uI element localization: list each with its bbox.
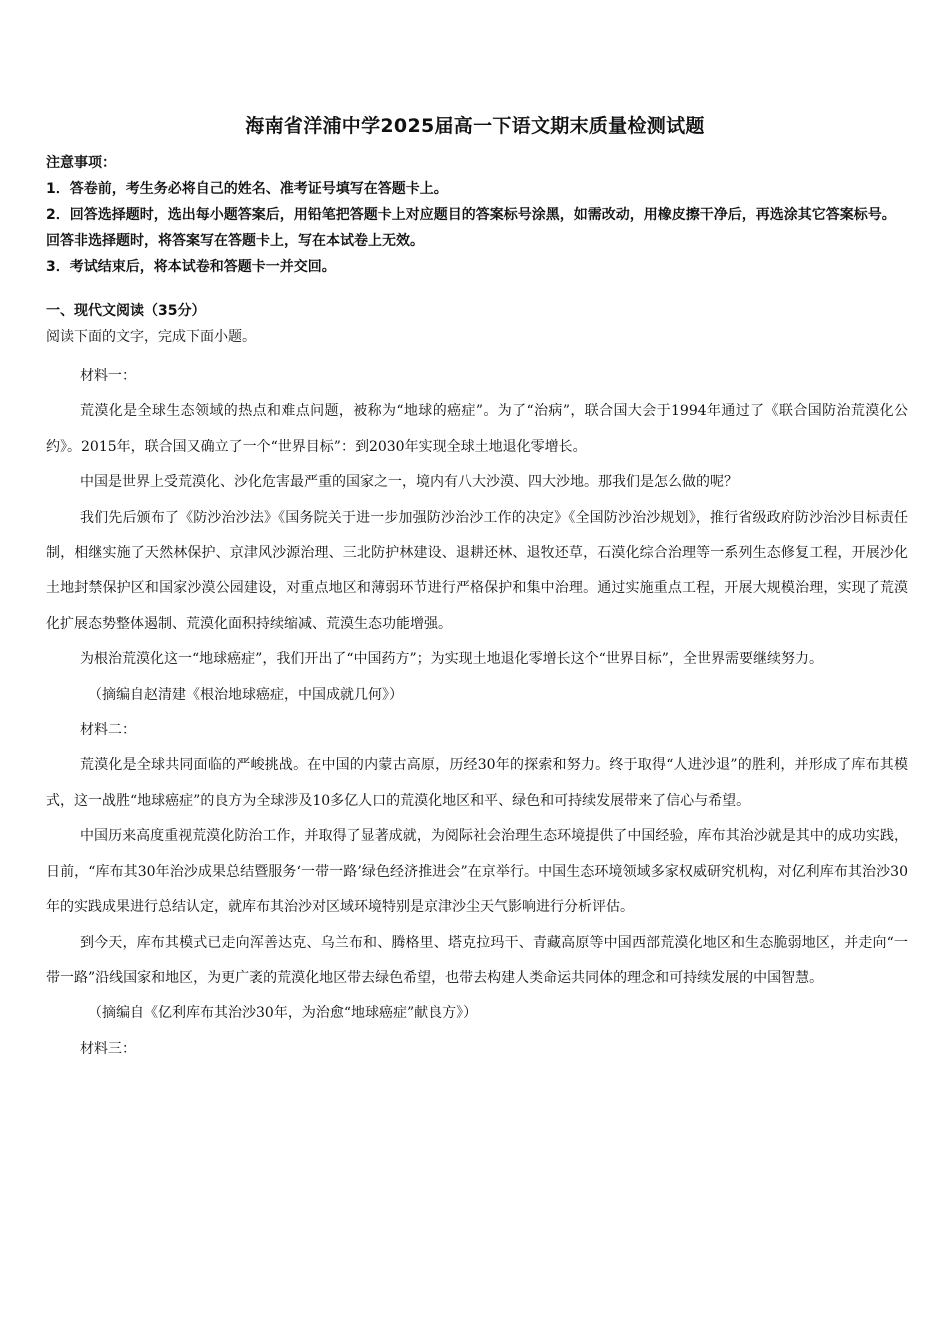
- material-label: 材料二：: [80, 722, 136, 739]
- material-label: 材料一：: [80, 368, 136, 384]
- passage-source: （摘编自《亿利库布其治沙30年，为治愈“地球癌症”献良方》）: [88, 1005, 478, 1022]
- reading-passage: [46, 359, 908, 1067]
- passage-paragraph: 为根治荒漠化这一“地球癌症”，我们开出了“中国药方”；为实现土地退化零增长这个“世界目标”，全世界需要继续努力。: [80, 651, 823, 668]
- notice-item: 2．回答选择题时，选出每小题答案后，用铅笔把答题卡上对应题目的答案标号涂黑，如需改动，用橡皮擦干净后，再选涂其它答案标号。回答非选择题时，将答案写在答题卡上，写在本试卷上无效。: [46, 207, 896, 249]
- passage-paragraph: 到今天，库布其模式已走向浑善达克、乌兰布和、腾格里、塔克拉玛干、青藏高原等中国西部荒漠化地区和生态脆弱地区，并走向“一带一路”沿线国家和地区，为更广袤的荒漠化地区带去绿色希望，也带去构建人类命运共同体的理念和可持续发展的中国智慧。: [46, 934, 908, 986]
- notice-block: [46, 150, 908, 280]
- notice-item: 3．考试结束后，将本试卷和答题卡一并交回。: [46, 259, 336, 275]
- section-heading: 一、现代文阅读（35分）: [46, 303, 206, 319]
- passage-paragraph: 中国历来高度重视荒漠化防治工作，并取得了显著成就，为阅际社会治理生态环境提供了中国经验，库布其治沙就是其中的成功实践，日前，“库布其30年治沙成果总结暨服务‘一带一路’绿色经济推进会”在京举行。中国生态环境领域多家权威研究机构，对亿利库布其治沙30年的实践成果进行总结认定，就库布其治沙对区域环境特别是京津沙尘天气影响进行分析评估。: [46, 828, 908, 916]
- material-label: 材料三：: [80, 1040, 136, 1057]
- passage-paragraph: 荒漠化是全球生态领域的热点和难点问题，被称为“地球的癌症”。为了“治病”，联合国大会于1994年通过了《联合国防治荒漠化公约》。2015年，联合国又确立了一个“世界目标”：到2030年实现全球土地退化零增长。: [46, 403, 908, 455]
- section-header: [46, 298, 908, 350]
- exam-title: 海南省洋浦中学2025届高一下语文期末质量检测试题: [245, 115, 705, 137]
- passage-paragraph: 我们先后颁布了《防沙治沙法》《国务院关于进一步加强防沙治沙工作的决定》《全国防沙治沙规划》，推行省级政府防沙治沙目标责任制，相继实施了天然林保护、京津风沙源治理、三北防护林建设、退耕还林、退牧还草，石漠化综合治理等一系列生态修复工程，开展沙化土地封禁保护区和国家沙漠公园建设，对重点地区和薄弱环节进行严格保护和集中治理。通过实施重点工程，开展大规模治理，实现了荒漠化扩展态势整体遏制、荒漠化面积持续缩减、荒漠生态功能增强。: [46, 509, 908, 632]
- section-instruction: 阅读下面的文字，完成下面小题。: [46, 329, 256, 345]
- passage-paragraph: 中国是世界上受荒漠化、沙化危害最严重的国家之一，境内有八大沙漠、四大沙地。那我们是怎么做的呢？: [80, 474, 738, 491]
- notice-item: 1．答卷前，考生务必将自己的姓名、准考证号填写在答题卡上。: [46, 181, 448, 197]
- notice-heading: 注意事项：: [46, 155, 116, 171]
- passage-source: （摘编自赵清建《根治地球癌症，中国成就几何》）: [88, 686, 403, 703]
- passage-paragraph: 荒漠化是全球共同面临的严峻挑战。在中国的内蒙古高原，历经30年的探索和努力。终于取得“人进沙退”的胜利，并形成了库布其模式，这一战胜“地球癌症”的良方为全球涉及10多亿人口的荒漠化地区和平、绿色和可持续发展带来了信心与希望。: [46, 757, 908, 809]
